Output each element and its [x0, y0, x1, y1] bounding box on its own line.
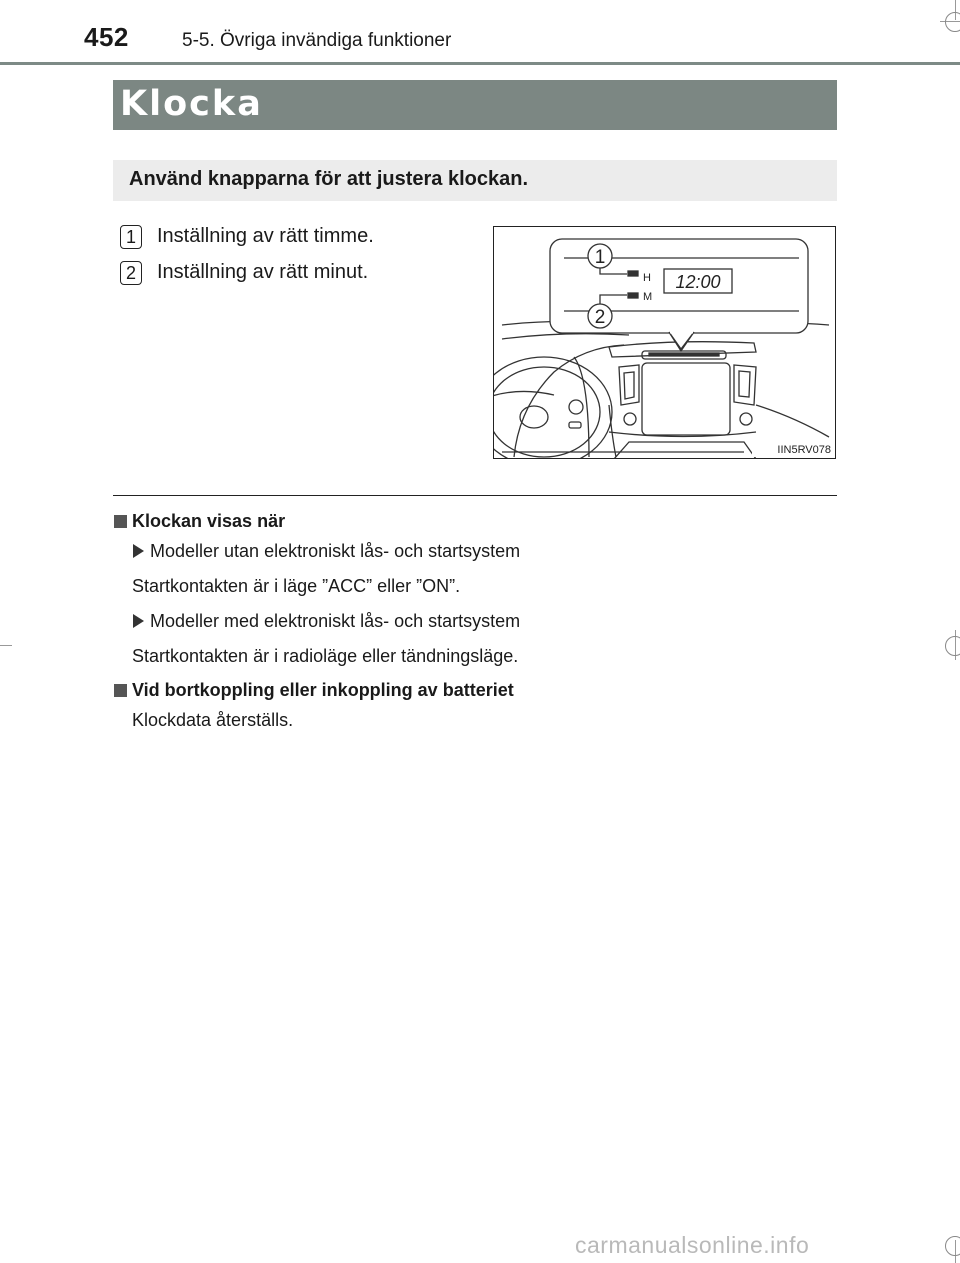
square-bullet-icon — [114, 684, 127, 697]
m-button — [628, 293, 638, 298]
watermark: carmanualsonline.info — [575, 1232, 810, 1258]
h-button-label: H — [643, 272, 651, 284]
air-vent-right-inner — [739, 371, 750, 397]
console-knob — [740, 413, 752, 425]
crop-mark — [0, 645, 12, 646]
note-text: Klockdata återställs. — [132, 710, 294, 730]
step-badge: 1 — [120, 225, 142, 249]
page-title: Klocka — [120, 84, 263, 124]
section-divider — [113, 495, 837, 496]
dashboard-drawing — [494, 227, 836, 459]
triangle-bullet-icon — [133, 614, 144, 628]
registration-mark-icon — [945, 636, 960, 656]
instruction-text: Använd knapparna för att justera klockan. — [129, 168, 528, 190]
m-button-label: M — [643, 291, 653, 303]
wheel-button — [569, 422, 581, 428]
step-badge: 2 — [120, 261, 142, 285]
dashboard-illustration — [493, 226, 836, 459]
note-text: Startkontakten är i läge ”ACC” eller ”ON”. — [132, 576, 461, 596]
note-text: Startkontakten är i radioläge eller tändningsläge. — [132, 646, 519, 666]
wheel-button — [569, 400, 583, 414]
registration-mark-icon — [945, 1236, 960, 1256]
steering-spoke — [494, 391, 554, 397]
callout-number-2: 2 — [594, 307, 606, 328]
triangle-bullet-icon — [133, 544, 144, 558]
note-label: Modeller utan elektroniskt lås- och startsystem — [150, 541, 521, 561]
center-screen — [642, 363, 730, 435]
console-knob — [624, 413, 636, 425]
figure-code: IIN5RV078 — [777, 444, 831, 456]
note-heading: Vid bortkoppling eller inkoppling av batteriet — [132, 680, 514, 700]
dash-line — [514, 345, 624, 457]
note-heading: Klockan visas när — [132, 511, 286, 531]
clock-bar-display — [649, 353, 719, 356]
column-line — [574, 357, 589, 457]
callout-number-1: 1 — [594, 247, 606, 268]
air-vent-left-inner — [624, 372, 634, 399]
dash-right — [756, 405, 829, 437]
callout-tail — [669, 332, 694, 349]
header-rule — [0, 62, 960, 65]
registration-mark-icon — [945, 12, 960, 32]
square-bullet-icon — [114, 515, 127, 528]
console-base — [614, 442, 756, 459]
h-button — [628, 271, 638, 276]
clock-display-time: 12:00 — [675, 272, 721, 292]
step-text: Inställning av rätt timme. — [157, 225, 374, 247]
step-text: Inställning av rätt minut. — [157, 261, 369, 283]
console-lower — [609, 432, 756, 437]
page-number: 452 — [84, 22, 129, 52]
note-label: Modeller med elektroniskt lås- och startsystem — [150, 611, 521, 631]
dash-line — [502, 334, 629, 339]
section-path: 5-5. Övriga invändiga funktioner — [182, 30, 452, 51]
air-vent-left — [619, 365, 639, 405]
